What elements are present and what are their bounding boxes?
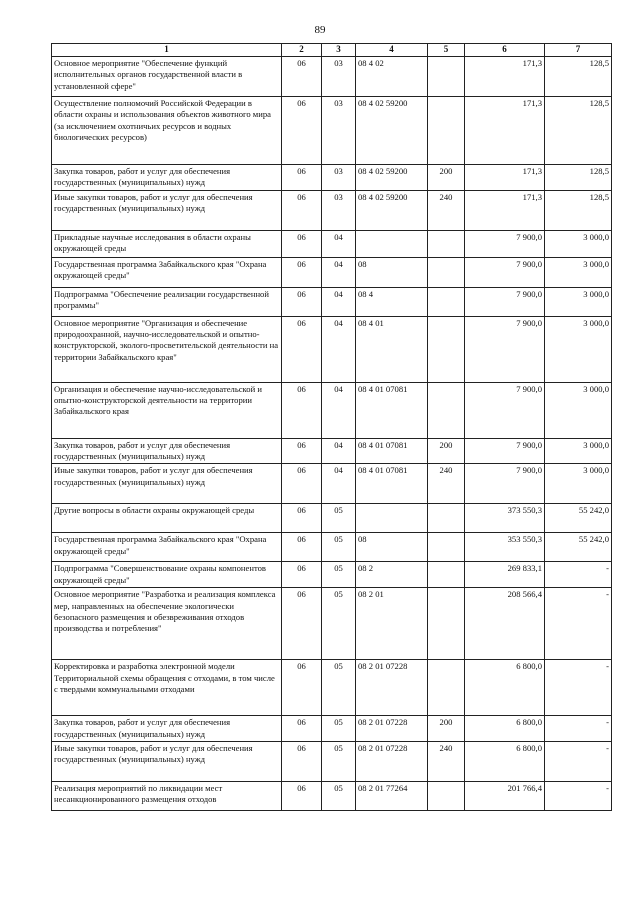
target-article-code <box>356 230 428 257</box>
target-article-code <box>356 504 428 533</box>
expense-type-code: 200 <box>428 438 465 464</box>
table-row <box>52 190 612 230</box>
expense-type-code: 240 <box>428 741 465 781</box>
amount-2: 3 000,0 <box>545 382 612 438</box>
expense-type-code <box>428 56 465 96</box>
subsection-code: 05 <box>322 504 356 533</box>
target-article-code: 08 4 02 59200 <box>356 164 428 190</box>
target-article-code: 08 4 01 07081 <box>356 438 428 464</box>
row-name: Реализация мероприятий по ликвидации мест несанкционированного размещения отходов <box>52 781 282 810</box>
expense-type-code <box>428 562 465 588</box>
column-header: 3 <box>322 44 356 57</box>
amount-2: 3 000,0 <box>545 230 612 257</box>
amount-1: 6 800,0 <box>465 660 545 716</box>
table-row <box>52 316 612 382</box>
amount-2: - <box>545 660 612 716</box>
table-row <box>52 230 612 257</box>
target-article-code: 08 2 01 77264 <box>356 781 428 810</box>
amount-2: - <box>545 716 612 742</box>
target-article-code: 08 4 01 07081 <box>356 382 428 438</box>
amount-1: 7 900,0 <box>465 464 545 504</box>
subsection-code: 05 <box>322 716 356 742</box>
amount-2: 3 000,0 <box>545 464 612 504</box>
expense-type-code: 200 <box>428 716 465 742</box>
subsection-code: 05 <box>322 533 356 562</box>
amount-1: 171,3 <box>465 190 545 230</box>
amount-2: - <box>545 588 612 660</box>
section-code: 06 <box>282 741 322 781</box>
table-row <box>52 96 612 164</box>
section-code: 06 <box>282 464 322 504</box>
target-article-code: 08 2 01 <box>356 588 428 660</box>
target-article-code: 08 2 01 07228 <box>356 716 428 742</box>
amount-2: - <box>545 562 612 588</box>
table-header-row <box>52 44 612 57</box>
row-name: Подпрограмма "Совершенствование охраны компонентов окружающей среды" <box>52 562 282 588</box>
amount-2: 128,5 <box>545 56 612 96</box>
target-article-code: 08 4 02 59200 <box>356 190 428 230</box>
subsection-code: 03 <box>322 190 356 230</box>
expense-type-code <box>428 382 465 438</box>
subsection-code: 05 <box>322 781 356 810</box>
budget-table <box>51 43 612 811</box>
amount-2: - <box>545 741 612 781</box>
expense-type-code: 240 <box>428 190 465 230</box>
expense-type-code <box>428 660 465 716</box>
section-code: 06 <box>282 781 322 810</box>
target-article-code: 08 2 01 07228 <box>356 741 428 781</box>
column-header: 6 <box>465 44 545 57</box>
amount-1: 208 566,4 <box>465 588 545 660</box>
amount-2: 128,5 <box>545 190 612 230</box>
subsection-code: 05 <box>322 741 356 781</box>
target-article-code: 08 <box>356 257 428 287</box>
amount-1: 373 550,3 <box>465 504 545 533</box>
section-code: 06 <box>282 316 322 382</box>
subsection-code: 03 <box>322 96 356 164</box>
amount-1: 7 900,0 <box>465 287 545 316</box>
page-number: 89 <box>314 24 326 36</box>
expense-type-code <box>428 781 465 810</box>
amount-2: - <box>545 781 612 810</box>
subsection-code: 04 <box>322 316 356 382</box>
amount-1: 6 800,0 <box>465 741 545 781</box>
expense-type-code: 200 <box>428 164 465 190</box>
row-name: Организация и обеспечение научно-исследовательской и опытно-конструкторской деятельности на территории Забайкальского края <box>52 382 282 438</box>
target-article-code: 08 2 <box>356 562 428 588</box>
subsection-code: 04 <box>322 438 356 464</box>
expense-type-code <box>428 257 465 287</box>
section-code: 06 <box>282 660 322 716</box>
table-row <box>52 741 612 781</box>
row-name: Закупка товаров, работ и услуг для обеспечения государственных (муниципальных) нужд <box>52 164 282 190</box>
amount-2: 128,5 <box>545 164 612 190</box>
row-name: Основное мероприятие "Разработка и реализация комплекса мер, направленных на обеспечение экологически безопасного размещения и обезвреживания отходов производства и потребления" <box>52 588 282 660</box>
column-header: 7 <box>545 44 612 57</box>
row-name: Государственная программа Забайкальского края "Охрана окружающей среды" <box>52 533 282 562</box>
section-code: 06 <box>282 164 322 190</box>
table-row <box>52 464 612 504</box>
table-row <box>52 438 612 464</box>
row-name: Иные закупки товаров, работ и услуг для обеспечения государственных (муниципальных) нужд <box>52 741 282 781</box>
amount-2: 3 000,0 <box>545 257 612 287</box>
table-row <box>52 716 612 742</box>
target-article-code: 08 4 02 <box>356 56 428 96</box>
target-article-code: 08 2 01 07228 <box>356 660 428 716</box>
amount-2: 55 242,0 <box>545 533 612 562</box>
section-code: 06 <box>282 56 322 96</box>
row-name: Основное мероприятие "Организация и обеспечение природоохранной, научно-исследовательской и опытно- конструкторской, эколого-просветительской деятельности на территории Забайкальского края" <box>52 316 282 382</box>
row-name: Основное мероприятие "Обеспечение функций исполнительных органов государственной власти в установленной сфере" <box>52 56 282 96</box>
expense-type-code <box>428 533 465 562</box>
amount-1: 7 900,0 <box>465 438 545 464</box>
target-article-code: 08 <box>356 533 428 562</box>
amount-1: 269 833,1 <box>465 562 545 588</box>
section-code: 06 <box>282 382 322 438</box>
row-name: Корректировка и разработка электронной модели Территориальной схемы обращения с отходами, в том числе с твердыми коммунальными отходами <box>52 660 282 716</box>
row-name: Подпрограмма "Обеспечение реализации государственной программы" <box>52 287 282 316</box>
row-name: Государственная программа Забайкальского края "Охрана окружающей среды" <box>52 257 282 287</box>
section-code: 06 <box>282 438 322 464</box>
section-code: 06 <box>282 190 322 230</box>
section-code: 06 <box>282 257 322 287</box>
amount-1: 7 900,0 <box>465 257 545 287</box>
table-row <box>52 588 612 660</box>
subsection-code: 05 <box>322 562 356 588</box>
column-header: 5 <box>428 44 465 57</box>
amount-1: 171,3 <box>465 56 545 96</box>
table-row <box>52 287 612 316</box>
section-code: 06 <box>282 230 322 257</box>
target-article-code: 08 4 01 <box>356 316 428 382</box>
row-name: Закупка товаров, работ и услуг для обеспечения государственных (муниципальных) нужд <box>52 438 282 464</box>
column-header: 1 <box>52 44 282 57</box>
row-name: Иные закупки товаров, работ и услуг для обеспечения государственных (муниципальных) нужд <box>52 464 282 504</box>
row-name: Другие вопросы в области охраны окружающей среды <box>52 504 282 533</box>
target-article-code: 08 4 01 07081 <box>356 464 428 504</box>
table-row <box>52 504 612 533</box>
subsection-code: 05 <box>322 588 356 660</box>
subsection-code: 04 <box>322 382 356 438</box>
subsection-code: 04 <box>322 464 356 504</box>
amount-2: 128,5 <box>545 96 612 164</box>
section-code: 06 <box>282 533 322 562</box>
amount-2: 55 242,0 <box>545 504 612 533</box>
amount-1: 171,3 <box>465 164 545 190</box>
table-row <box>52 660 612 716</box>
row-name: Закупка товаров, работ и услуг для обеспечения государственных (муниципальных) нужд <box>52 716 282 742</box>
table-row <box>52 533 612 562</box>
column-header: 2 <box>282 44 322 57</box>
section-code: 06 <box>282 287 322 316</box>
section-code: 06 <box>282 96 322 164</box>
row-name: Осуществление полномочий Российской Федерации в области охраны и использования объектов животного мира (за исключением охотничьих ресурсов и водных биологических ресурсов) <box>52 96 282 164</box>
table-row <box>52 382 612 438</box>
expense-type-code <box>428 504 465 533</box>
table-row <box>52 56 612 96</box>
subsection-code: 03 <box>322 56 356 96</box>
amount-2: 3 000,0 <box>545 287 612 316</box>
expense-type-code <box>428 230 465 257</box>
expense-type-code: 240 <box>428 464 465 504</box>
amount-1: 7 900,0 <box>465 382 545 438</box>
amount-1: 7 900,0 <box>465 316 545 382</box>
target-article-code: 08 4 02 59200 <box>356 96 428 164</box>
table-row <box>52 164 612 190</box>
expense-type-code <box>428 316 465 382</box>
subsection-code: 05 <box>322 660 356 716</box>
subsection-code: 04 <box>322 230 356 257</box>
section-code: 06 <box>282 588 322 660</box>
table-row <box>52 562 612 588</box>
amount-1: 171,3 <box>465 96 545 164</box>
section-code: 06 <box>282 504 322 533</box>
expense-type-code <box>428 96 465 164</box>
amount-2: 3 000,0 <box>545 438 612 464</box>
amount-1: 353 550,3 <box>465 533 545 562</box>
table-row <box>52 781 612 810</box>
amount-2: 3 000,0 <box>545 316 612 382</box>
subsection-code: 04 <box>322 287 356 316</box>
row-name: Прикладные научные исследования в области охраны окружающей среды <box>52 230 282 257</box>
expense-type-code <box>428 588 465 660</box>
section-code: 06 <box>282 716 322 742</box>
subsection-code: 03 <box>322 164 356 190</box>
amount-1: 201 766,4 <box>465 781 545 810</box>
row-name: Иные закупки товаров, работ и услуг для обеспечения государственных (муниципальных) нужд <box>52 190 282 230</box>
amount-1: 6 800,0 <box>465 716 545 742</box>
table-row <box>52 257 612 287</box>
amount-1: 7 900,0 <box>465 230 545 257</box>
target-article-code: 08 4 <box>356 287 428 316</box>
subsection-code: 04 <box>322 257 356 287</box>
column-header: 4 <box>356 44 428 57</box>
expense-type-code <box>428 287 465 316</box>
section-code: 06 <box>282 562 322 588</box>
